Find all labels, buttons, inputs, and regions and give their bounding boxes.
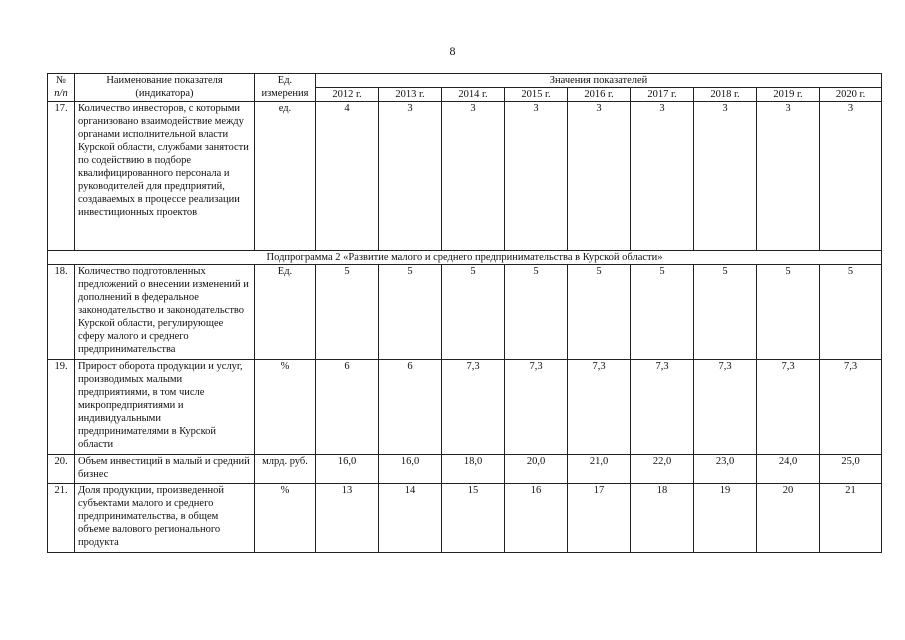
row-number: 20. [48, 455, 75, 484]
row-value: 17 [568, 484, 631, 553]
row-value: 5 [631, 265, 694, 360]
row-value: 20 [757, 484, 820, 553]
header-name-cell [75, 74, 255, 102]
header-unit-label: Ед. [277, 75, 293, 86]
header-values-label: Значения показателей [316, 74, 882, 88]
header-year: 2014 г. [442, 88, 505, 102]
row-value: 5 [757, 265, 820, 360]
row-value: 24,0 [757, 455, 820, 484]
row-value: 21 [820, 484, 882, 553]
row-value: 18,0 [442, 455, 505, 484]
row-unit: % [255, 360, 316, 455]
row-indicator-name: Объем инвестиций в малый и средний бизнес [75, 455, 255, 484]
row-value: 3 [757, 102, 820, 251]
row-value: 18 [631, 484, 694, 553]
header-year: 2013 г. [379, 88, 442, 102]
table-row [48, 360, 882, 455]
row-indicator-name: Количество подготовленных предложений о внесении изменений и дополнений в федеральное законодательство и законодательство Курской области, регулирующее сферу малого и среднего предпринимательства [75, 265, 255, 360]
row-number: 18. [48, 265, 75, 360]
header-year: 2012 г. [316, 88, 379, 102]
table-row [48, 455, 882, 484]
row-value: 3 [505, 102, 568, 251]
header-unit-cell [255, 74, 316, 102]
row-value: 5 [694, 265, 757, 360]
header-name-sub: (индикатора) [135, 88, 194, 99]
row-value: 3 [820, 102, 882, 251]
header-year: 2016 г. [568, 88, 631, 102]
row-value: 23,0 [694, 455, 757, 484]
row-value: 7,3 [757, 360, 820, 455]
row-value: 21,0 [568, 455, 631, 484]
row-value: 7,3 [442, 360, 505, 455]
table-row [48, 265, 882, 360]
row-value: 7,3 [568, 360, 631, 455]
row-value: 20,0 [505, 455, 568, 484]
header-num-cell [48, 74, 75, 102]
row-value: 7,3 [820, 360, 882, 455]
table-row [48, 484, 882, 553]
header-year: 2020 г. [820, 88, 882, 102]
page-number: 8 [449, 44, 456, 58]
header-num-sub: п/п [54, 88, 68, 99]
row-value: 6 [316, 360, 379, 455]
row-value: 5 [505, 265, 568, 360]
header-year: 2019 г. [757, 88, 820, 102]
row-unit: Ед. [255, 265, 316, 360]
row-value: 3 [631, 102, 694, 251]
indicators-table [47, 73, 882, 553]
header-name-label: Наименование показателя [106, 75, 223, 86]
row-value: 16,0 [379, 455, 442, 484]
row-value: 4 [316, 102, 379, 251]
row-value: 5 [316, 265, 379, 360]
row-number: 21. [48, 484, 75, 553]
header-row [48, 74, 882, 88]
row-unit: % [255, 484, 316, 553]
row-value: 7,3 [505, 360, 568, 455]
row-number: 19. [48, 360, 75, 455]
row-unit: ед. [255, 102, 316, 251]
row-number: 17. [48, 102, 75, 251]
row-value: 13 [316, 484, 379, 553]
row-indicator-name: Прирост оборота продукции и услуг, производимых малыми предприятиями, в том числе микропредприятиями и индивидуальными предпринимателями в Курской области [75, 360, 255, 455]
row-value: 16,0 [316, 455, 379, 484]
row-indicator-name: Количество инвесторов, с которыми организовано взаимодействие между органами исполнительной власти Курской области, службами занятости по содействию в подборе квалифицированного персонала и руководителей для предприятий, создаваемых в процессе реализации инвестиционных проектов [75, 102, 255, 251]
row-value: 3 [568, 102, 631, 251]
row-value: 3 [442, 102, 505, 251]
row-value: 5 [379, 265, 442, 360]
header-num-label: № [55, 75, 67, 86]
header-year: 2018 г. [694, 88, 757, 102]
row-value: 25,0 [820, 455, 882, 484]
row-value: 5 [568, 265, 631, 360]
subprogram-row [48, 251, 882, 265]
row-value: 16 [505, 484, 568, 553]
row-value: 15 [442, 484, 505, 553]
row-value: 5 [820, 265, 882, 360]
row-value: 22,0 [631, 455, 694, 484]
row-value: 14 [379, 484, 442, 553]
row-unit: млрд. руб. [255, 455, 316, 484]
row-value: 3 [694, 102, 757, 251]
subprogram-title: Подпрограмма 2 «Развитие малого и среднего предпринимательства в Курской области» [48, 251, 882, 265]
header-year: 2015 г. [505, 88, 568, 102]
row-value: 5 [442, 265, 505, 360]
row-indicator-name: Доля продукции, произведенной субъектами малого и среднего предпринимательства, в общем объеме валового регионального продукта [75, 484, 255, 553]
header-year: 2017 г. [631, 88, 694, 102]
row-value: 7,3 [631, 360, 694, 455]
table-row [48, 102, 882, 251]
row-value: 3 [379, 102, 442, 251]
row-value: 7,3 [694, 360, 757, 455]
row-value: 6 [379, 360, 442, 455]
row-value: 19 [694, 484, 757, 553]
header-unit-sub: измерения [261, 88, 309, 99]
